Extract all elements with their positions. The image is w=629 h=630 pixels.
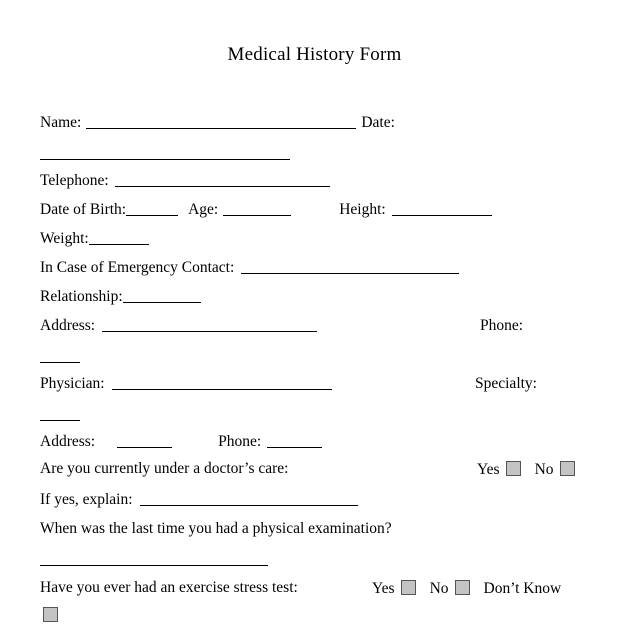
weight-row bbox=[40, 231, 149, 247]
last-physical-input[interactable] bbox=[40, 552, 268, 566]
address2-input[interactable] bbox=[117, 434, 172, 448]
doctor-care-no-checkbox[interactable] bbox=[560, 461, 575, 476]
name-label: Name: bbox=[40, 114, 82, 132]
name-input[interactable] bbox=[86, 115, 356, 129]
if-yes-explain-label: If yes, explain: bbox=[40, 491, 133, 509]
relationship-input[interactable] bbox=[123, 289, 201, 303]
physician-wrap-row bbox=[40, 407, 80, 423]
age-label: Age: bbox=[188, 201, 219, 219]
phone2-label: Phone: bbox=[218, 433, 262, 451]
phone-input[interactable] bbox=[40, 349, 80, 363]
stress-test-dont-know-wrap bbox=[43, 607, 58, 624]
age-input[interactable] bbox=[223, 202, 291, 216]
last-physical-question: When was the last time you had a physical examination? bbox=[40, 520, 392, 537]
stress-test-yes-label: Yes bbox=[372, 580, 395, 597]
physician-input[interactable] bbox=[112, 376, 332, 390]
stress-test-no-label: No bbox=[429, 580, 449, 597]
address-wrap-row bbox=[40, 349, 80, 365]
name-date-wrap-row bbox=[40, 146, 290, 162]
relationship-label: Relationship: bbox=[40, 288, 123, 306]
emergency-contact-label: In Case of Emergency Contact: bbox=[40, 259, 235, 277]
stress-test-dont-know-label: Don’t Know bbox=[483, 580, 562, 597]
weight-label: Weight: bbox=[40, 230, 89, 248]
stress-test-yes-checkbox[interactable] bbox=[401, 580, 416, 595]
height-label: Height: bbox=[339, 201, 386, 219]
stress-test-question: Have you ever had an exercise stress test: bbox=[40, 579, 298, 596]
specialty-input[interactable] bbox=[40, 407, 80, 421]
date-label: Date: bbox=[361, 114, 395, 132]
physician-label: Physician: bbox=[40, 375, 105, 393]
address2-label: Address: bbox=[40, 433, 96, 451]
height-input[interactable] bbox=[392, 202, 492, 216]
stress-test-no-checkbox[interactable] bbox=[455, 580, 470, 595]
if-yes-explain-row bbox=[40, 492, 358, 508]
name-date-row bbox=[40, 115, 395, 131]
last-physical-answer-row bbox=[40, 552, 268, 568]
phone2-input[interactable] bbox=[267, 434, 322, 448]
doctor-care-yes-checkbox[interactable] bbox=[506, 461, 521, 476]
if-yes-explain-input[interactable] bbox=[140, 492, 358, 506]
date-of-birth-label: Date of Birth: bbox=[40, 201, 127, 219]
telephone-row bbox=[40, 173, 330, 189]
doctor-care-no-label: No bbox=[534, 461, 554, 478]
specialty-label: Specialty: bbox=[475, 375, 537, 392]
physician-address-phone-row bbox=[40, 434, 322, 450]
telephone-label: Telephone: bbox=[40, 172, 109, 190]
weight-input[interactable] bbox=[89, 231, 149, 245]
stress-test-choices bbox=[372, 580, 561, 597]
dob-age-height-row bbox=[40, 202, 492, 218]
date-input[interactable] bbox=[40, 146, 290, 160]
doctor-care-yes-label: Yes bbox=[477, 461, 500, 478]
page-title: Medical History Form bbox=[227, 44, 402, 65]
phone-label: Phone: bbox=[480, 317, 524, 334]
emergency-contact-row bbox=[40, 260, 459, 276]
date-of-birth-input[interactable] bbox=[126, 202, 178, 216]
physician-row bbox=[40, 376, 332, 392]
stress-test-dont-know-checkbox[interactable] bbox=[43, 607, 58, 622]
relationship-row bbox=[40, 289, 201, 305]
emergency-contact-input[interactable] bbox=[241, 260, 459, 274]
telephone-input[interactable] bbox=[115, 173, 330, 187]
address-label: Address: bbox=[40, 317, 96, 335]
doctor-care-choices bbox=[477, 461, 575, 478]
address-row bbox=[40, 318, 317, 334]
address-input[interactable] bbox=[102, 318, 317, 332]
doctor-care-question: Are you currently under a doctor’s care: bbox=[40, 460, 289, 477]
